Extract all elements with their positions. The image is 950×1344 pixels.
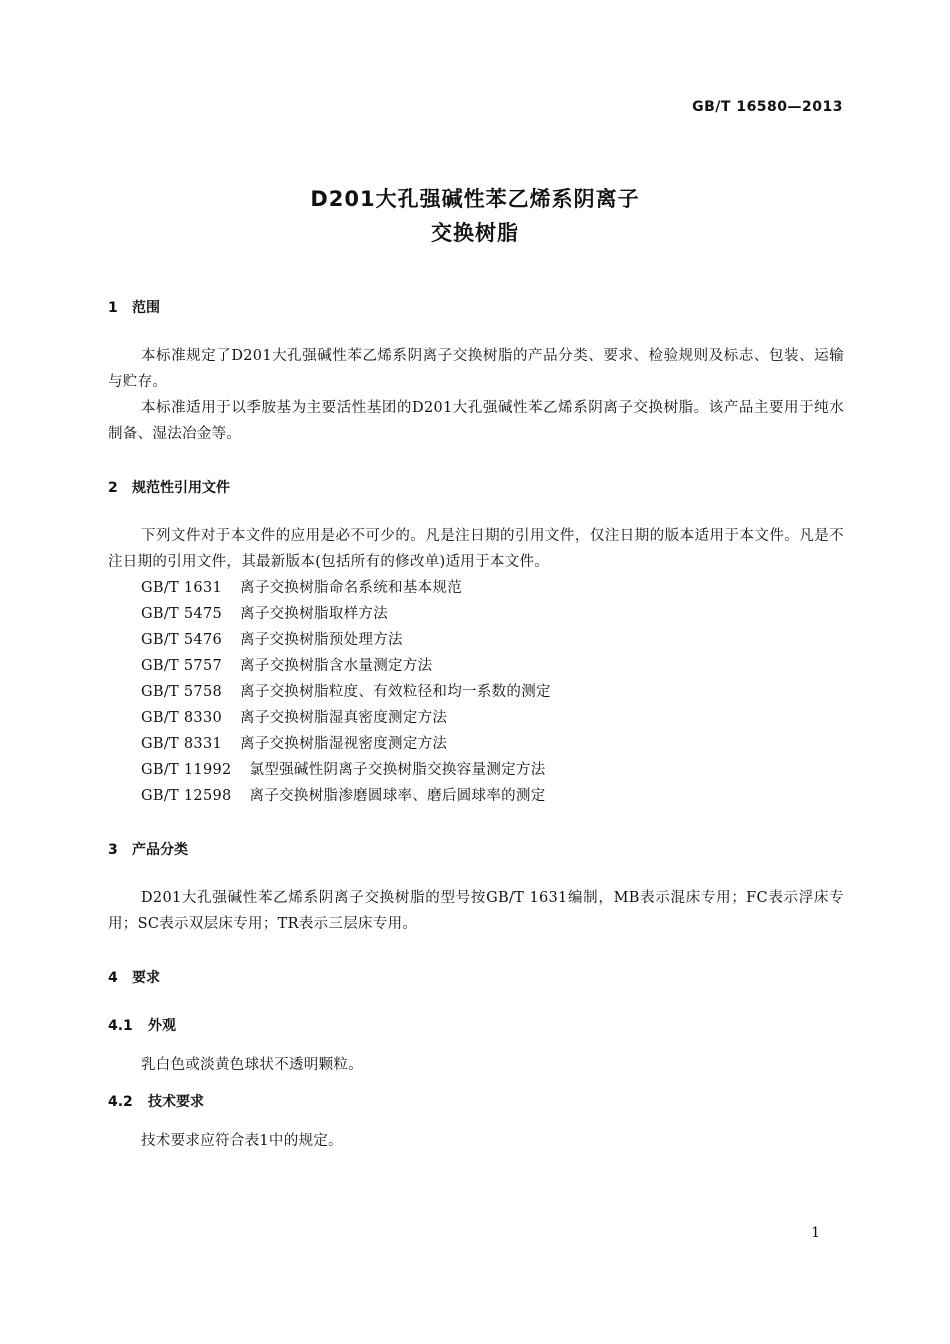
reference-title: 离子交换树脂预处理方法	[240, 632, 403, 648]
reference-item	[141, 601, 388, 627]
section-title: 产品分类	[132, 842, 188, 858]
subsection-number: 4.2	[108, 1094, 133, 1110]
reference-item	[141, 679, 551, 705]
section-3-paragraph-1: D201大孔强碱性苯乙烯系阴离子交换树脂的型号按GB/T 1631编制，MB表示混床专用；FC表示浮床专用；SC表示双层床专用；TR表示三层床专用。	[108, 890, 844, 932]
section-number: 4	[108, 970, 118, 986]
reference-code: GB/T 8330	[141, 710, 223, 726]
reference-item	[141, 575, 462, 601]
section-number: 2	[108, 480, 118, 496]
reference-title: 离子交换树脂渗磨圆球率、磨后圆球率的测定	[249, 788, 546, 804]
reference-title: 离子交换树脂命名系统和基本规范	[240, 580, 463, 596]
reference-item	[141, 757, 546, 783]
reference-title: 氯型强碱性阴离子交换树脂交换容量测定方法	[249, 762, 546, 778]
section-title: 范围	[132, 300, 160, 316]
reference-item	[141, 731, 447, 757]
subsection-4-1-text: 乳白色或淡黄色球状不透明颗粒。	[141, 1057, 363, 1073]
reference-title: 离子交换树脂湿真密度测定方法	[240, 710, 448, 726]
reference-title: 离子交换树脂取样方法	[240, 606, 389, 622]
document-title-line2: 交换树脂	[431, 221, 519, 245]
reference-title: 离子交换树脂湿视密度测定方法	[240, 736, 448, 752]
section-number: 1	[108, 300, 118, 316]
subsection-title: 技术要求	[148, 1094, 204, 1110]
reference-item	[141, 783, 546, 809]
reference-code: GB/T 5476	[141, 632, 223, 648]
reference-code: GB/T 11992	[141, 762, 232, 778]
standard-code: GB/T 16580—2013	[692, 99, 843, 115]
document-title-line1: D201大孔强碱性苯乙烯系阴离子	[310, 187, 640, 211]
section-3-heading	[108, 839, 188, 859]
section-1-paragraph-1: 本标准规定了D201大孔强碱性苯乙烯系阴离子交换树脂的产品分类、要求、检验规则及标志、包装、运输与贮存。	[108, 348, 844, 390]
section-2-paragraph-1: 下列文件对于本文件的应用是必不可少的。凡是注日期的引用文件，仅注日期的版本适用于本文件。凡是不注日期的引用文件，其最新版本(包括所有的修改单)适用于本文件。	[108, 528, 844, 570]
section-2-heading	[108, 477, 230, 497]
subsection-4-2-heading	[108, 1091, 204, 1111]
reference-item	[141, 653, 432, 679]
section-1-paragraph-2: 本标准适用于以季胺基为主要活性基团的D201大孔强碱性苯乙烯系阴离子交换树脂。该产品主要用于纯水制备、湿法冶金等。	[108, 400, 844, 442]
section-4-heading	[108, 967, 160, 987]
subsection-4-2-text: 技术要求应符合表1中的规定。	[141, 1133, 343, 1149]
page-number: 1	[811, 1225, 820, 1241]
reference-code: GB/T 5758	[141, 684, 223, 700]
reference-code: GB/T 5757	[141, 658, 223, 674]
subsection-number: 4.1	[108, 1018, 133, 1034]
section-number: 3	[108, 842, 118, 858]
reference-code: GB/T 1631	[141, 580, 223, 596]
reference-code: GB/T 12598	[141, 788, 232, 804]
subsection-4-1-heading	[108, 1015, 176, 1035]
reference-item	[141, 705, 447, 731]
reference-code: GB/T 5475	[141, 606, 223, 622]
section-title: 要求	[132, 970, 160, 986]
subsection-title: 外观	[148, 1018, 176, 1034]
reference-code: GB/T 8331	[141, 736, 223, 752]
section-title: 规范性引用文件	[132, 480, 230, 496]
reference-title: 离子交换树脂粒度、有效粒径和均一系数的测定	[240, 684, 551, 700]
reference-item	[141, 627, 403, 653]
section-1-heading	[108, 297, 160, 317]
reference-title: 离子交换树脂含水量测定方法	[240, 658, 433, 674]
